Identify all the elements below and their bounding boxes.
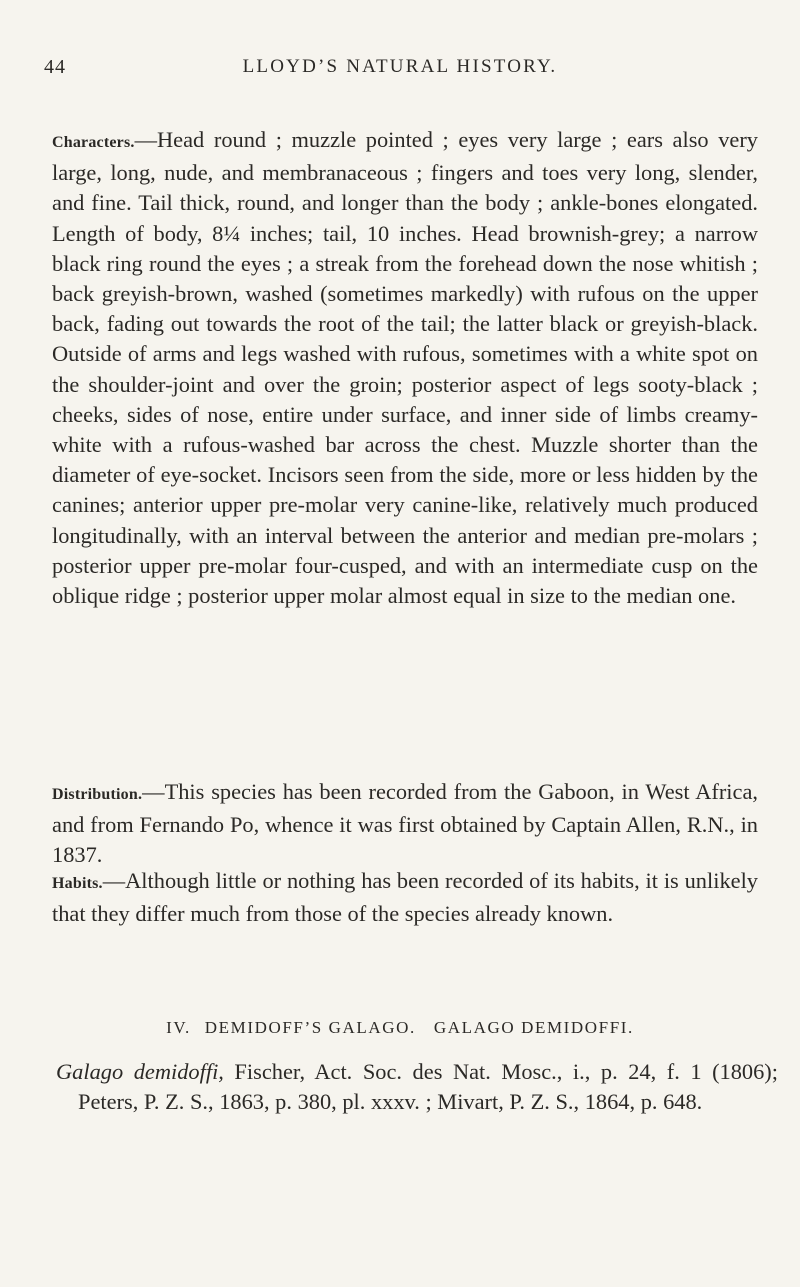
citation-text: Fischer, Act. Soc. des Nat. Mosc., i., p. 24, f. 1 (1806); Peters, P. Z. S., 1863, p. 380, pl. xxxv. ; Mivart, P. Z. S., 1864, p. 648. bbox=[78, 1059, 778, 1115]
section-number: IV. bbox=[166, 1018, 191, 1037]
synonymy-citation bbox=[56, 1057, 778, 1117]
running-title: LLOYD’S NATURAL HISTORY. bbox=[242, 56, 558, 77]
distribution-lead: Distribution. bbox=[52, 786, 143, 803]
page-header bbox=[40, 56, 760, 86]
distribution-paragraph bbox=[52, 777, 758, 871]
section-common-name: DEMIDOFF’S GALAGO. bbox=[204, 1018, 416, 1037]
citation-taxon: Galago demidoffi, bbox=[56, 1059, 224, 1084]
section-heading bbox=[0, 1018, 800, 1038]
distribution-text: —This species has been recorded from the Gaboon, in West Africa, and from Fernando Po, whence it was first obtained by Captain Allen, R.N., in 1837. bbox=[52, 779, 758, 868]
characters-lead: Characters. bbox=[52, 134, 135, 151]
section-scientific-name: GALAGO DEMIDOFFI. bbox=[433, 1018, 634, 1037]
habits-text: —Although little or nothing has been recorded of its habits, it is unlikely that they differ much from those of the species already known. bbox=[52, 868, 758, 927]
habits-lead: Habits. bbox=[52, 875, 103, 892]
characters-paragraph bbox=[52, 125, 758, 611]
page-number: 44 bbox=[44, 56, 66, 78]
characters-text: —Head round ; muzzle pointed ; eyes very large ; ears also very large, long, nude, and membranaceous ; fingers and toes very long, slender, and fine. Tail thick, round, and longer than the body ; ankle-bones elongated. Length of body, 8¼ inches; tail, 10 inches. Head brownish-grey; a narrow black ring round the eyes ; a streak from the forehead down the nose whitish ; back greyish-brown, washed (sometimes markedly) with rufous on the upper back, fading out towards the root of the tail; the latter black or greyish-black. Outside of arms and legs washed with rufous, sometimes with a white spot on the shoulder-joint and over the groin; posterior aspect of legs sooty-black ; cheeks, sides of nose, entire under surface, and inner side of limbs creamy-white with a rufous-washed bar across the chest. Muzzle shorter than the diameter of eye-socket. Incisors seen from the side, more or less hidden by the canines; anterior upper pre-molar very canine-like, relatively much produced longitudinally, with an interval between the anterior and median pre-molars ; posterior upper pre-molar four-cusped, and with an intermediate cusp on the oblique ridge ; posterior upper molar almost equal in size to the median one. bbox=[52, 127, 758, 609]
habits-paragraph bbox=[52, 866, 758, 929]
